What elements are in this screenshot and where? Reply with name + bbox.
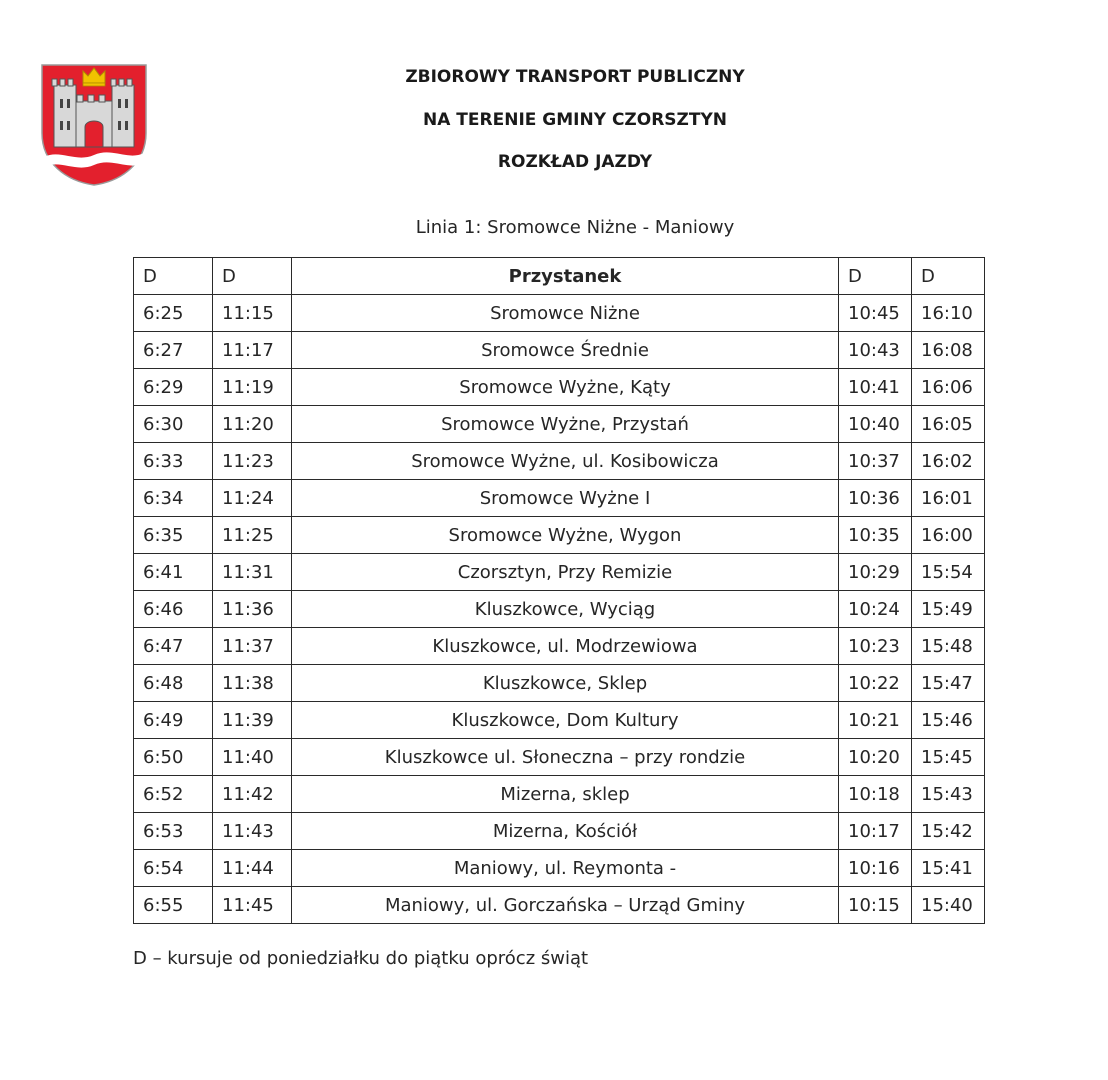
title-line-1: ZBIOROWY TRANSPORT PUBLICZNY [405, 67, 745, 87]
table-row [134, 887, 985, 924]
time-cell: 15:40 [912, 887, 985, 924]
time-cell: 16:01 [912, 480, 985, 517]
table-header-row [134, 258, 985, 295]
time-cell: 10:15 [839, 887, 912, 924]
time-cell: 6:41 [134, 554, 213, 591]
time-cell: 15:43 [912, 776, 985, 813]
time-cell: 10:16 [839, 850, 912, 887]
time-cell: 15:49 [912, 591, 985, 628]
title-line-3: ROZKŁAD JAZDY [497, 152, 653, 172]
stop-name-cell: Maniowy, ul. Reymonta - [292, 850, 839, 887]
time-cell: 16:10 [912, 295, 985, 332]
line-title: Linia 1: Sromowce Niżne - Maniowy [415, 217, 735, 238]
stop-name-cell: Sromowce Wyżne I [292, 480, 839, 517]
time-cell: 16:05 [912, 406, 985, 443]
time-cell: 6:52 [134, 776, 213, 813]
stop-name-cell: Kluszkowce, Sklep [292, 665, 839, 702]
time-cell: 16:02 [912, 443, 985, 480]
time-cell: 15:54 [912, 554, 985, 591]
time-cell: 16:06 [912, 369, 985, 406]
time-cell: 6:48 [134, 665, 213, 702]
title-line-2: NA TERENIE GMINY CZORSZTYN [423, 110, 727, 130]
stop-name-cell: Maniowy, ul. Gorczańska – Urząd Gminy [292, 887, 839, 924]
stop-name-cell: Mizerna, Kościół [292, 813, 839, 850]
time-cell: 11:17 [213, 332, 292, 369]
table-row [134, 295, 985, 332]
time-cell: 11:19 [213, 369, 292, 406]
time-cell: 10:35 [839, 517, 912, 554]
stop-name-cell: Kluszkowce, ul. Modrzewiowa [292, 628, 839, 665]
time-cell: 6:35 [134, 517, 213, 554]
time-cell: 10:41 [839, 369, 912, 406]
stop-name-cell: Sromowce Wyżne, Kąty [292, 369, 839, 406]
time-cell: 11:39 [213, 702, 292, 739]
table-row [134, 628, 985, 665]
time-cell: 11:36 [213, 591, 292, 628]
header-cell: D [912, 258, 985, 295]
table-row [134, 443, 985, 480]
time-cell: 11:37 [213, 628, 292, 665]
table-row [134, 591, 985, 628]
time-cell: 10:43 [839, 332, 912, 369]
time-cell: 15:45 [912, 739, 985, 776]
stop-name-cell: Sromowce Wyżne, ul. Kosibowicza [292, 443, 839, 480]
table-row [134, 406, 985, 443]
table-row [134, 665, 985, 702]
time-cell: 11:40 [213, 739, 292, 776]
header-cell: D [839, 258, 912, 295]
time-cell: 6:53 [134, 813, 213, 850]
time-cell: 10:23 [839, 628, 912, 665]
time-cell: 10:20 [839, 739, 912, 776]
table-row [134, 739, 985, 776]
castle-gate [85, 121, 103, 147]
time-cell: 11:45 [213, 887, 292, 924]
castle-coat-of-arms-icon [40, 63, 148, 187]
time-cell: 10:40 [839, 406, 912, 443]
stop-name-cell: Kluszkowce, Dom Kultury [292, 702, 839, 739]
stop-name-cell: Kluszkowce, Wyciąg [292, 591, 839, 628]
table-row [134, 332, 985, 369]
time-cell: 10:21 [839, 702, 912, 739]
time-cell: 11:43 [213, 813, 292, 850]
table-row [134, 850, 985, 887]
stop-name-cell: Sromowce Wyżne, Wygon [292, 517, 839, 554]
time-cell: 11:15 [213, 295, 292, 332]
stop-name-cell: Mizerna, sklep [292, 776, 839, 813]
table-row [134, 554, 985, 591]
table-row [134, 776, 985, 813]
stop-name-cell: Sromowce Niżne [292, 295, 839, 332]
time-cell: 11:44 [213, 850, 292, 887]
header-cell: D [134, 258, 213, 295]
time-cell: 11:23 [213, 443, 292, 480]
time-cell: 11:42 [213, 776, 292, 813]
time-cell: 16:00 [912, 517, 985, 554]
time-cell: 11:25 [213, 517, 292, 554]
header-cell-stop: Przystanek [292, 258, 839, 295]
time-cell: 6:49 [134, 702, 213, 739]
time-cell: 6:54 [134, 850, 213, 887]
time-cell: 15:41 [912, 850, 985, 887]
time-cell: 10:24 [839, 591, 912, 628]
time-cell: 6:33 [134, 443, 213, 480]
stop-name-cell: Czorsztyn, Przy Remizie [292, 554, 839, 591]
time-cell: 10:22 [839, 665, 912, 702]
time-cell: 15:46 [912, 702, 985, 739]
time-cell: 10:17 [839, 813, 912, 850]
time-cell: 6:29 [134, 369, 213, 406]
time-cell: 6:30 [134, 406, 213, 443]
footnote: D – kursuje od poniedziałku do piątku oprócz świąt [133, 948, 589, 969]
table-row [134, 517, 985, 554]
time-cell: 10:29 [839, 554, 912, 591]
time-cell: 6:25 [134, 295, 213, 332]
table-row [134, 702, 985, 739]
stop-name-cell: Sromowce Średnie [292, 332, 839, 369]
time-cell: 15:47 [912, 665, 985, 702]
table-row [134, 480, 985, 517]
time-cell: 15:42 [912, 813, 985, 850]
header-cell: D [213, 258, 292, 295]
time-cell: 6:34 [134, 480, 213, 517]
stop-name-cell: Kluszkowce ul. Słoneczna – przy rondzie [292, 739, 839, 776]
time-cell: 11:38 [213, 665, 292, 702]
time-cell: 15:48 [912, 628, 985, 665]
time-cell: 6:50 [134, 739, 213, 776]
time-cell: 6:27 [134, 332, 213, 369]
time-cell: 6:55 [134, 887, 213, 924]
stop-name-cell: Sromowce Wyżne, Przystań [292, 406, 839, 443]
time-cell: 10:37 [839, 443, 912, 480]
time-cell: 16:08 [912, 332, 985, 369]
time-cell: 11:31 [213, 554, 292, 591]
time-cell: 11:20 [213, 406, 292, 443]
time-cell: 10:18 [839, 776, 912, 813]
time-cell: 6:46 [134, 591, 213, 628]
timetable [133, 257, 985, 924]
table-row [134, 813, 985, 850]
time-cell: 11:24 [213, 480, 292, 517]
table-row [134, 369, 985, 406]
time-cell: 6:47 [134, 628, 213, 665]
time-cell: 10:45 [839, 295, 912, 332]
timetable-body [134, 295, 985, 924]
time-cell: 10:36 [839, 480, 912, 517]
